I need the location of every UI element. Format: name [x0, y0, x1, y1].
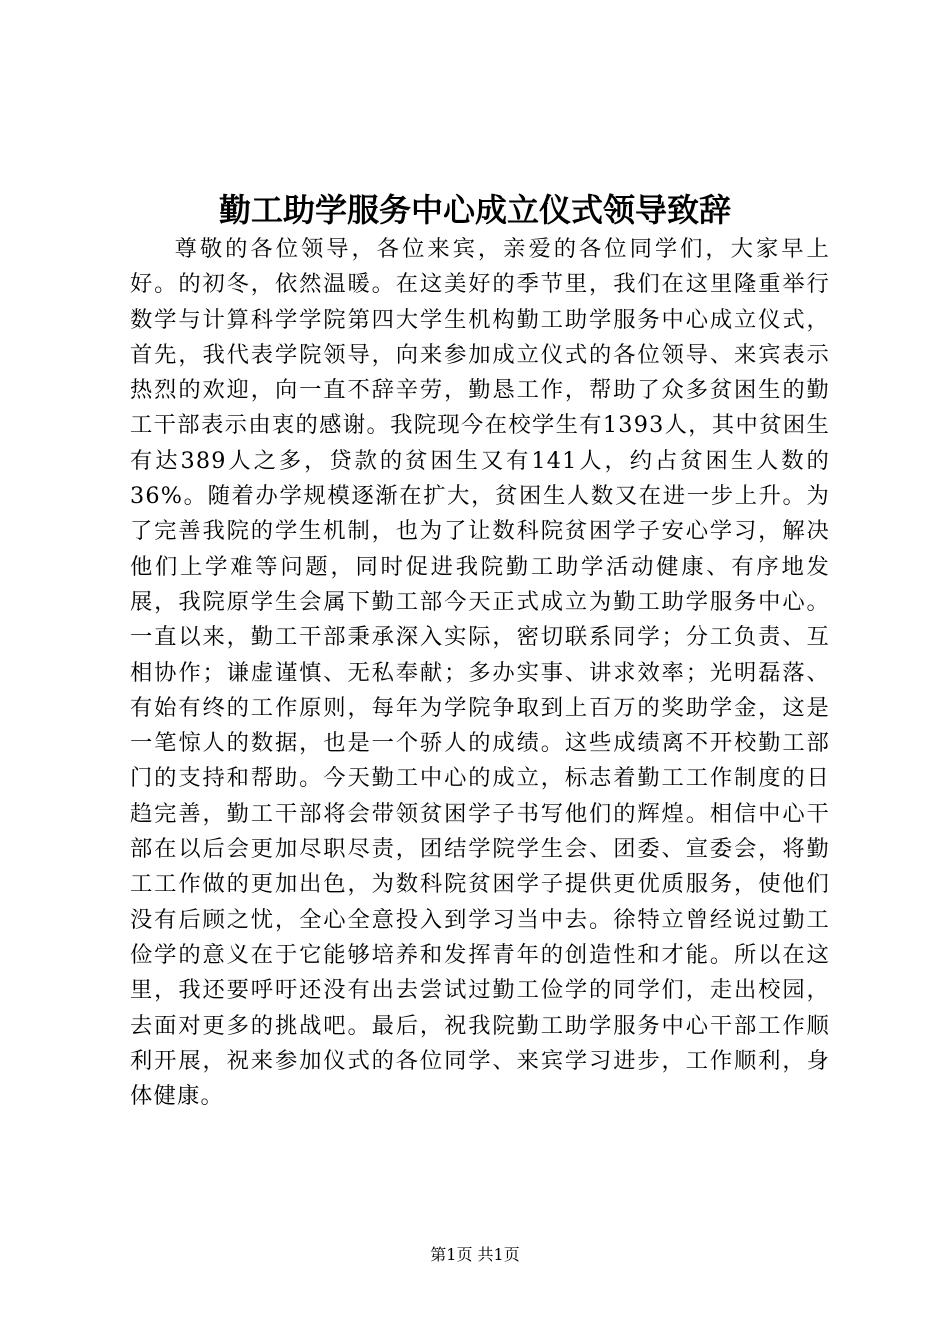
page-number-footer: 第1页 共1页 [430, 1245, 520, 1264]
speech-body-paragraph: 尊敬的各位领导，各位来宾，亲爱的各位同学们，大家早上好。的初冬，依然温暖。在这美好的季节里，我们在这里隆重举行数学与计算科学学院第四大学生机构勤工助学服务中心成立仪式，首先，我代表学院领导，向来参加成立仪式的各位领导、来宾表示热烈的欢迎，向一直不辞辛劳，勤恳工作，帮助了众多贫困生的勤工干部表示由衷的感谢。我院现今在校学生有1393人，其中贫困生有达389人之多，贷款的贫困生又有141人，约占贫困生人数的36%。随着办学规模逐渐在扩大，贫困生人数又在进一步上升。为了完善我院的学生机制，也为了让数科院贫困学子安心学习，解决他们上学难等问题，同时促进我院勤工助学活动健康、有序地发展，我院原学生会属下勤工部今天正式成立为勤工助学服务中心。一直以来，勤工干部秉承深入实际，密切联系同学；分工负责、互相协作；谦虚谨慎、无私奉献；多办实事、讲求效率；光明磊落、有始有终的工作原则，每年为学院争取到上百万的奖助学金，这是一笔惊人的数据，也是一个骄人的成绩。这些成绩离不开校勤工部门的支持和帮助。今天勤工中心的成立，标志着勤工工作制度的日趋完善，勤工干部将会带领贫困学子书写他们的辉煌。相信中心干部在以后会更加尽职尽责，团结学院学生会、团委、宣委会，将勤工工作做的更加出色，为数科院贫困学子提供更优质服务，使他们没有后顾之忧，全心全意投入到学习当中去。徐特立曾经说过勤工俭学的意义在于它能够培养和发挥青年的创造性和才能。所以在这里，我还要呼吁还没有出去尝试过勤工俭学的同学们，走出校园，去面对更多的挑战吧。最后，祝我院勤工助学服务中心干部工作顺利开展，祝来参加仪式的各位同学、来宾学习进步，工作顺利，身体健康。 [130, 236, 830, 1110]
document-title: 勤工助学服务中心成立仪式领导致辞 [218, 191, 731, 229]
